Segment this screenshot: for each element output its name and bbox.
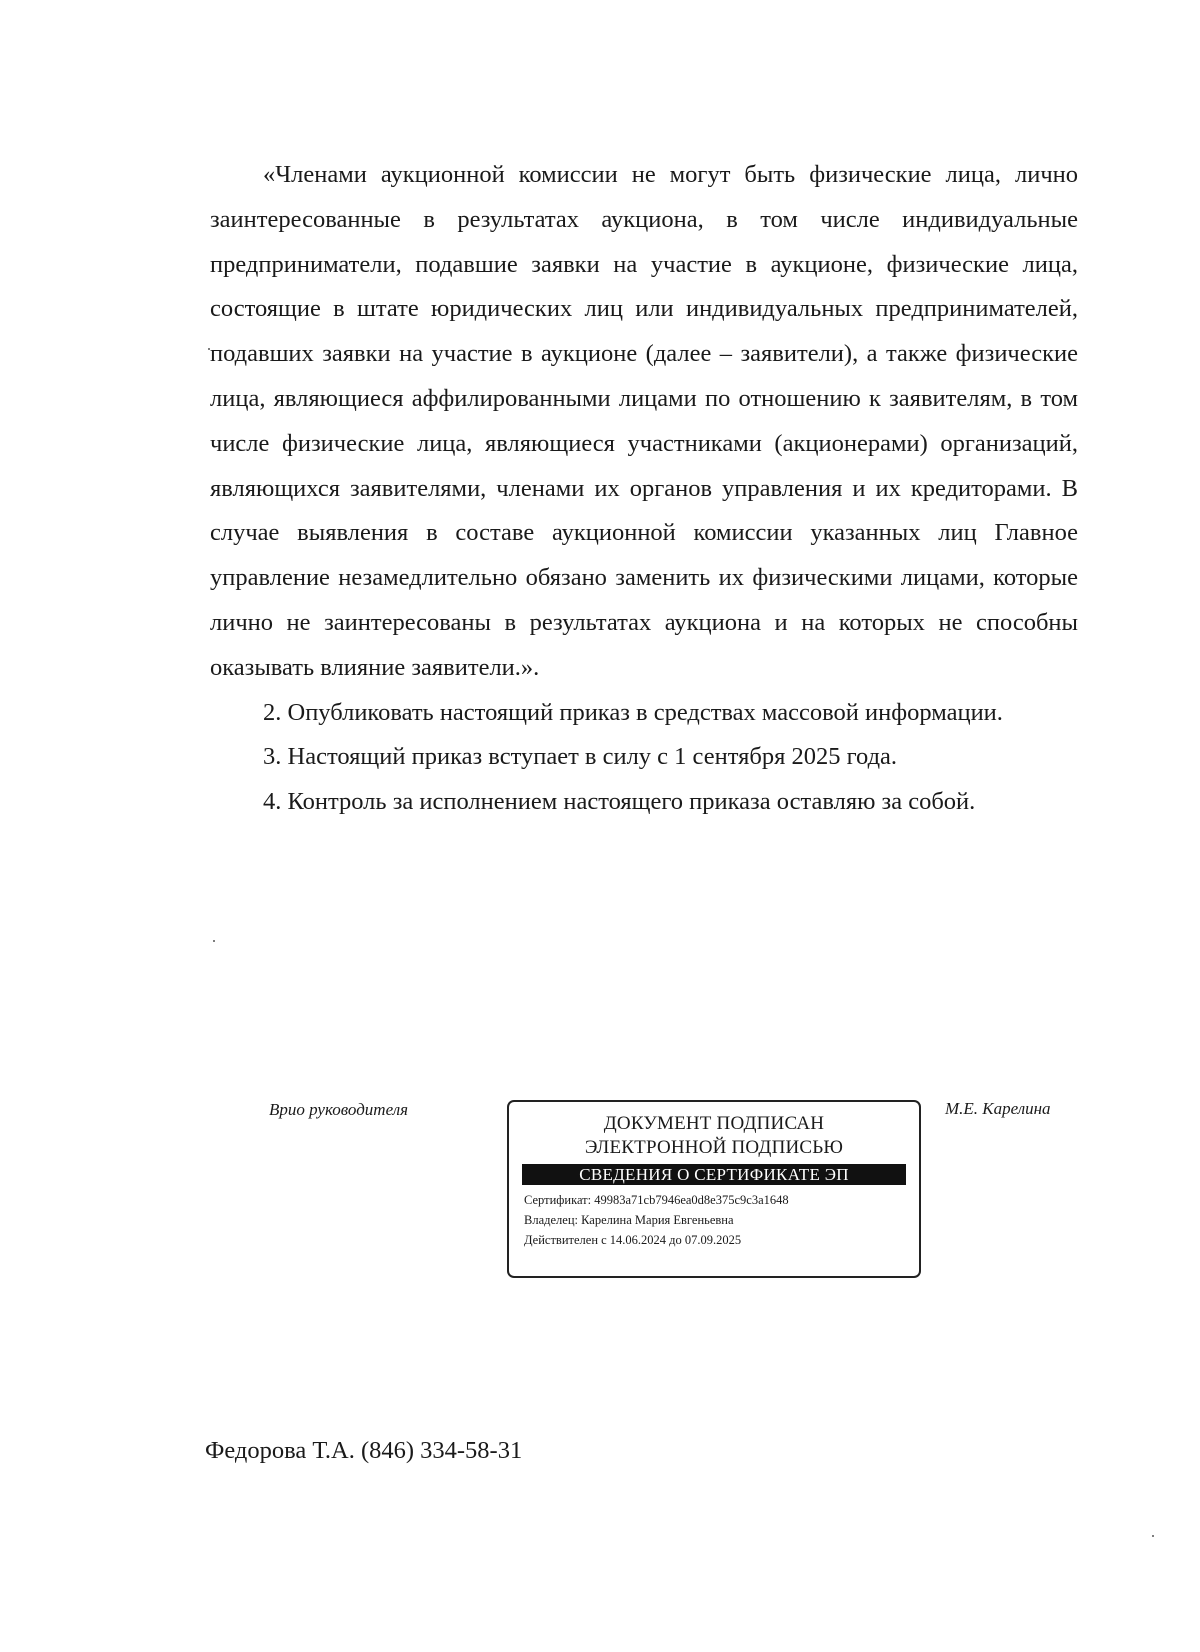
executor-contact: Федорова Т.А. (846) 334-58-31 <box>205 1437 523 1464</box>
stamp-certificate-header: СВЕДЕНИЯ О СЕРТИФИКАТЕ ЭП <box>522 1164 906 1185</box>
stamp-owner: Владелец: Карелина Мария Евгеньевна <box>524 1213 734 1227</box>
stamp-validity: Действителен с 14.06.2024 до 07.09.2025 <box>524 1233 742 1247</box>
scan-speck <box>208 348 210 350</box>
quote-paragraph: «Членами аукционной комиссии не могут быть физические лица, лично заинтересованные в результатах аукциона, в том числе индивидуальные предприниматели, подавшие заявки на участие в аукционе, физические лица, состоящие в штате юридических лиц или индивидуальных предпринимателей, подавших заявки на участие в аукционе (далее – заявители), а также физические лица, являющиеся аффилированными лицами по отношению к заявителям, в том числе физические лица, являющиеся участниками (акционерами) организаций, являющихся заявителями, членами их органов управления и их кредиторами. В случае выявления в составе аукционной комиссии указанных лиц Главное управление незамедлительно обязано заменить их физическими лицами, которые лично не заинтересованы в результатах аукциона и на которых не способны оказывать влияние заявители.». <box>210 161 1078 681</box>
order-item-4: 4. Контроль за исполнением настоящего приказа оставляю за собой. <box>263 788 976 816</box>
stamp-certificate-number: Сертификат: 49983a71cb7946ea0d8e375c9c3a1648 <box>524 1193 789 1207</box>
e-signature-stamp <box>507 1100 921 1278</box>
order-body <box>210 153 1078 825</box>
scan-speck <box>213 940 215 942</box>
order-item-2: 2. Опубликовать настоящий приказ в средствах массовой информации. <box>263 698 1003 726</box>
scan-speck <box>1152 1535 1154 1537</box>
signatory-role: Врио руководителя <box>269 1100 409 1119</box>
signatory-name: М.Е. Карелина <box>945 1099 1051 1118</box>
stamp-title-line1: ДОКУМЕНТ ПОДПИСАН <box>603 1113 825 1134</box>
stamp-title-line2: ЭЛЕКТРОННОЙ ПОДПИСЬЮ <box>584 1137 844 1158</box>
order-item-3: 3. Настоящий приказ вступает в силу с 1 сентября 2025 года. <box>263 743 898 771</box>
